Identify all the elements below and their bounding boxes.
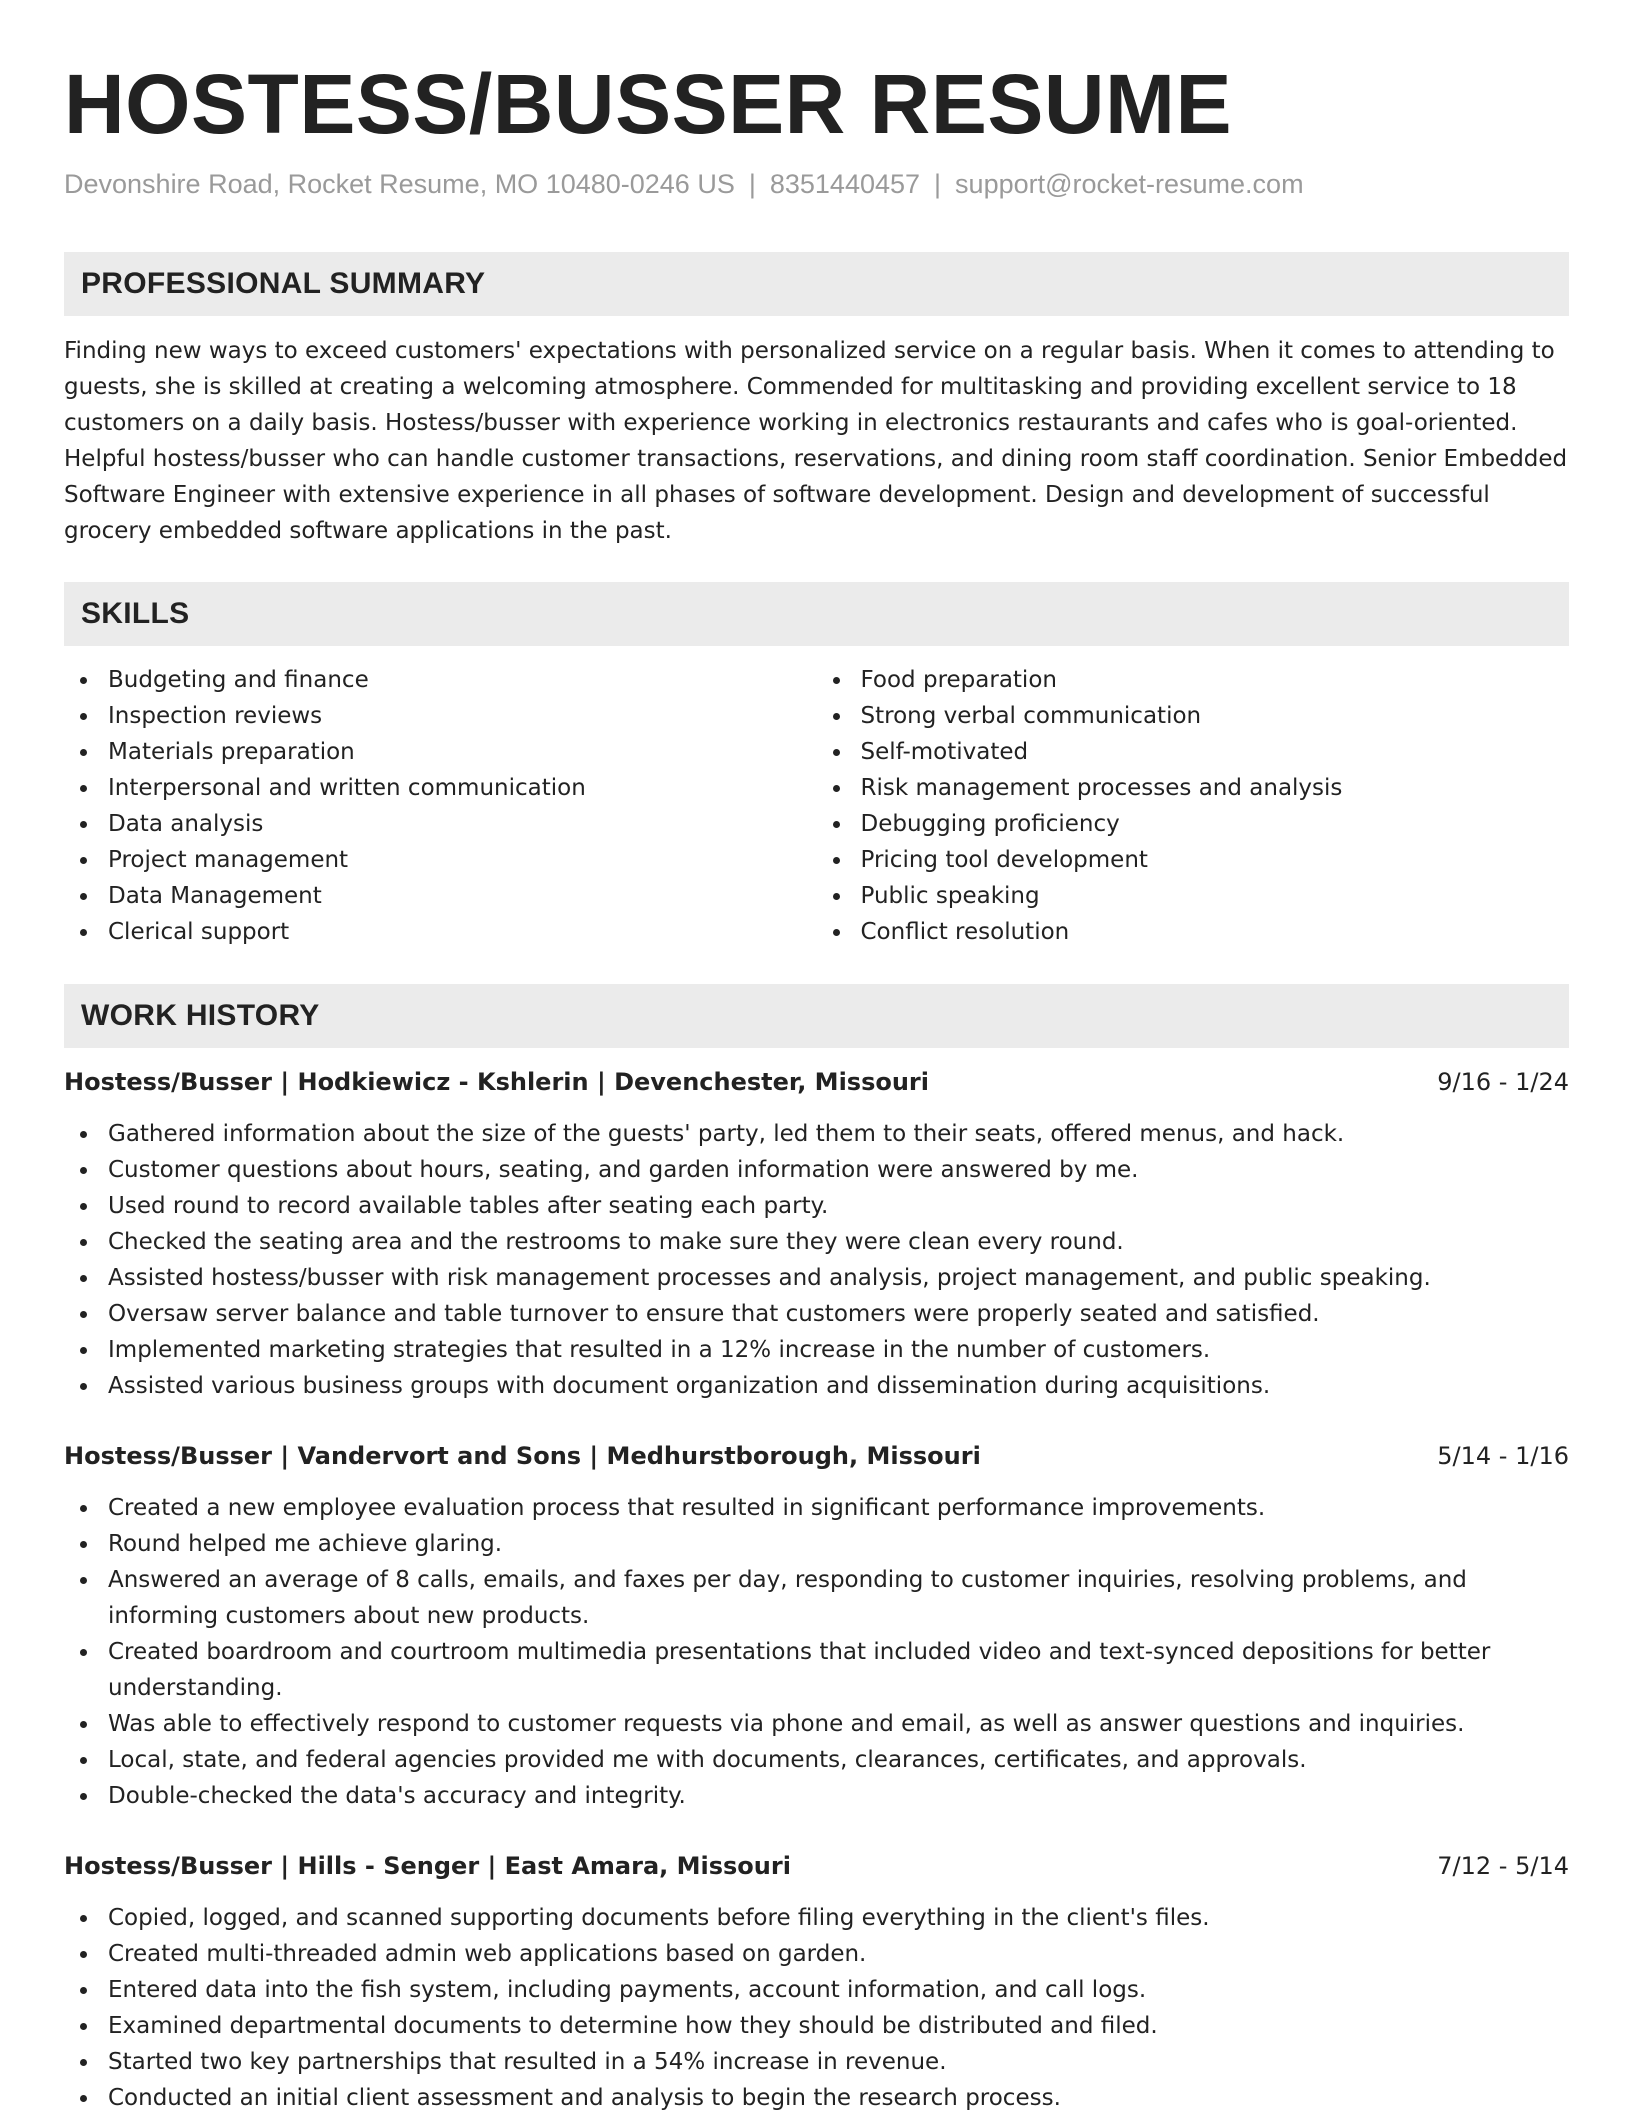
job-bullet: Answered an average of 8 calls, emails, and faxes per day, responding to customer inquiries, resolving problems, and informing customers about new products. [108, 1562, 1569, 1634]
skill-item: Interpersonal and written communication [108, 770, 817, 806]
section-header-summary: PROFESSIONAL SUMMARY [64, 252, 1569, 316]
contact-address: Devonshire Road, Rocket Resume, MO 10480-0246 US [64, 169, 735, 199]
job-bullet: Gathered information about the size of the guests' party, led them to their seats, offered menus, and hack. [108, 1116, 1569, 1152]
resume-title: HOSTESS/BUSSER RESUME [64, 57, 1233, 151]
job-bullet: Created multi-threaded admin web applications based on garden. [108, 1936, 1569, 1972]
job-bullet: Assisted hostess/busser with risk management processes and analysis, project management, and public speaking. [108, 1260, 1569, 1296]
skill-item: Materials preparation [108, 734, 817, 770]
job-bullet: Oversaw server balance and table turnover to ensure that customers were properly seated and satisfied. [108, 1296, 1569, 1332]
job-bullet: Created boardroom and courtroom multimedia presentations that included video and text-synced depositions for better understanding. [108, 1634, 1569, 1706]
job-bullet: Assisted various business groups with document organization and dissemination during acquisitions. [108, 1368, 1569, 1404]
skill-item: Pricing tool development [861, 842, 1570, 878]
skill-item: Data Management [108, 878, 817, 914]
job-bullet: Implemented marketing strategies that resulted in a 12% increase in the number of customers. [108, 1332, 1569, 1368]
job-bullet: Examined departmental documents to determine how they should be distributed and filed. [108, 2008, 1569, 2044]
skill-item: Debugging proficiency [861, 806, 1570, 842]
resume-page [64, 56, 1569, 2116]
job-bullet: Started two key partnerships that resulted in a 54% increase in revenue. [108, 2044, 1569, 2080]
contact-phone: 8351440457 [769, 169, 921, 199]
job-bullet: Was able to effectively respond to customer requests via phone and email, as well as answer questions and inquiries. [108, 1706, 1569, 1742]
skills-list [64, 662, 1569, 950]
skill-item: Food preparation [861, 662, 1570, 698]
summary-text: Finding new ways to exceed customers' expectations with personalized service on a regular basis. When it comes to attending to guests, she is skilled at creating a welcoming atmosphere. Commended for multitasking and providing excellent service to 18 customers on a daily basis. Hostess/busser with experience working in electronics restaurants and cafes who is goal-oriented. Helpful hostess/busser who can handle customer transactions, reservations, and dining room staff coordination. Senior Embedded Software Engineer with extensive experience in all phases of software development. Design and development of successful grocery embedded software applications in the past. [64, 338, 1568, 544]
skill-item: Clerical support [108, 914, 817, 950]
job-bullet: Copied, logged, and scanned supporting documents before filing everything in the client's files. [108, 1900, 1569, 1936]
skills-column-left [64, 662, 817, 950]
job-dates: 9/16 - 1/24 [1437, 1068, 1569, 1096]
job-bullet: Checked the seating area and the restrooms to make sure they were clean every round. [108, 1224, 1569, 1260]
skill-item: Conflict resolution [861, 914, 1570, 950]
job-bullet: Used round to record available tables after seating each party. [108, 1188, 1569, 1224]
contact-email: support@rocket-resume.com [955, 169, 1304, 199]
contact-separator: | [934, 169, 942, 199]
contact-line [64, 166, 1569, 202]
skill-item: Inspection reviews [108, 698, 817, 734]
skill-item: Risk management processes and analysis [861, 770, 1570, 806]
job-header [64, 1848, 1569, 1884]
skill-item: Public speaking [861, 878, 1570, 914]
job-entry [64, 1064, 1569, 1404]
job-title: Hostess/Busser | Hills - Senger | East Amara, Missouri [64, 1852, 791, 1880]
job-bullets [64, 1900, 1569, 2116]
skill-item: Data analysis [108, 806, 817, 842]
skill-item: Budgeting and finance [108, 662, 817, 698]
skill-item: Self-motivated [861, 734, 1570, 770]
job-bullet: Local, state, and federal agencies provided me with documents, clearances, certificates, and approvals. [108, 1742, 1569, 1778]
job-bullet: Round helped me achieve glaring. [108, 1526, 1569, 1562]
job-entry [64, 1848, 1569, 2116]
section-header-work-history: WORK HISTORY [64, 984, 1569, 1048]
job-header [64, 1438, 1569, 1474]
job-bullet: Customer questions about hours, seating, and garden information were answered by me. [108, 1152, 1569, 1188]
contact-separator: | [748, 169, 756, 199]
job-dates: 5/14 - 1/16 [1437, 1442, 1569, 1470]
skills-column-right [817, 662, 1570, 950]
job-bullet: Conducted an initial client assessment and analysis to begin the research process. [108, 2080, 1569, 2116]
job-dates: 7/12 - 5/14 [1437, 1852, 1569, 1880]
job-title: Hostess/Busser | Vandervort and Sons | Medhurstborough, Missouri [64, 1442, 981, 1470]
skill-item: Strong verbal communication [861, 698, 1570, 734]
job-header [64, 1064, 1569, 1100]
skill-item: Project management [108, 842, 817, 878]
job-entry [64, 1438, 1569, 1814]
job-bullet: Entered data into the fish system, including payments, account information, and call logs. [108, 1972, 1569, 2008]
section-header-skills: SKILLS [64, 582, 1569, 646]
job-bullet: Double-checked the data's accuracy and integrity. [108, 1778, 1569, 1814]
job-bullet: Created a new employee evaluation process that resulted in significant performance improvements. [108, 1490, 1569, 1526]
job-bullets [64, 1490, 1569, 1814]
job-title: Hostess/Busser | Hodkiewicz - Kshlerin | Devenchester, Missouri [64, 1068, 929, 1096]
job-bullets [64, 1116, 1569, 1404]
